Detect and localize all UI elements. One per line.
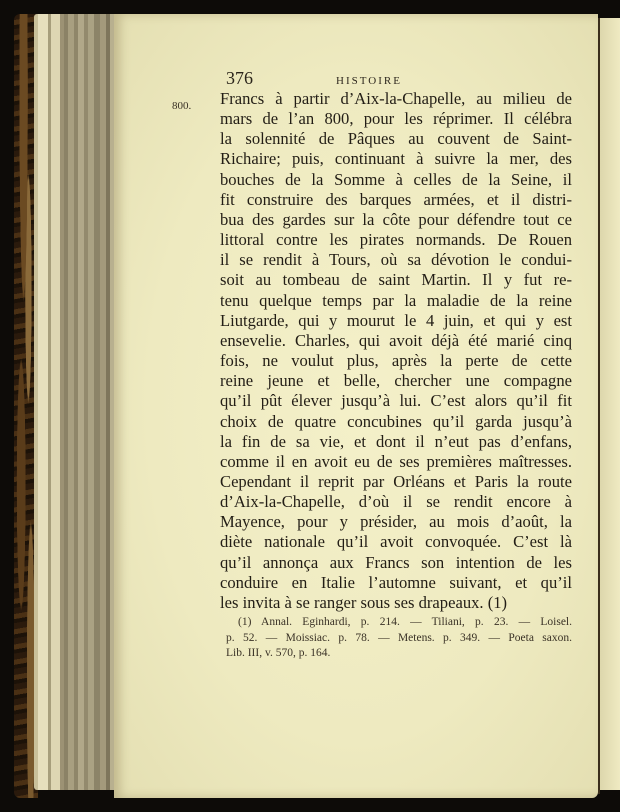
text-line: reine jeune et belle, chercher une compagne (220, 371, 572, 391)
text-line: les invita à se ranger sous ses drapeaux. (1) (220, 592, 508, 612)
text-line: fit construire des barques armées, et il distri- (220, 189, 572, 209)
text-line: Liutgarde, qui y mourut le 4 juin, et qui y est (220, 310, 572, 330)
text-line: ensevelie. Charles, qui avoit déjà été marié cinq (220, 330, 572, 350)
footnote-line: p. 52. — Moissiac. p. 78. — Metens. p. 349. — Poeta saxon. (226, 631, 572, 644)
text-line: Mayence, pour y présider, au mois d’août, la (220, 512, 572, 532)
footnote (226, 615, 572, 662)
text-line: qu’il annonça aux Francs son intention de les (220, 552, 572, 572)
facing-page-edge (600, 18, 620, 790)
text-line: choix de quatre concubines qu’il garda jusqu’à (220, 411, 572, 431)
text-line: la fin de sa vie, et dont il n’eut pas d’enfans, (220, 431, 572, 451)
footnote-line: Lib. III, v. 570, p. 164. (226, 647, 331, 659)
page-edges (34, 14, 114, 790)
text-line: conduire en Italie l’automne suivant, et qu’il (220, 572, 572, 592)
text-line: bouches de la Somme à celles de la Seine, il (220, 169, 572, 189)
text-line: Francs à partir d’Aix-la-Chapelle, au milieu de (220, 89, 572, 108)
text-line: tenu quelque temps par la maladie de la reine (220, 290, 572, 310)
text-line: comme il en avoit eu de ses premières maîtresses. (220, 451, 572, 471)
body-text (220, 89, 572, 613)
text-line: d’Aix-la-Chapelle, d’où il se rendit encore à (220, 492, 572, 512)
running-head: HISTOIRE (336, 75, 402, 87)
page-number: 376 (226, 68, 253, 88)
text-line: soit au tombeau de saint Martin. Il y fut re- (220, 270, 572, 290)
text-line: diète nationale qu’il avoit convoquée. C’est là (220, 532, 572, 552)
text-line: mars de l’an 800, pour les réprimer. Il célébra (220, 109, 572, 129)
text-line: Richaire; puis, continuant à suivre la mer, des (220, 149, 572, 169)
footnote-line: (1) Annal. Eginhardi, p. 214. — Tiliani, p. 23. — Loisel. (238, 616, 572, 628)
text-line: bua des gardes sur la côte pour défendre tout ce (220, 209, 572, 229)
text-line: fois, ne voulut plus, après la perte de cette (220, 351, 572, 371)
text-line: il se rendit à Tours, où sa dévotion le condui- (220, 250, 572, 270)
text-line: Cependant il reprit par Orléans et Paris la route (220, 471, 572, 491)
text-line: qu’il pût élever jusqu’à lui. C’est alors qu’il fit (220, 391, 572, 411)
margin-date: 800. (172, 100, 192, 112)
text-line: littoral contre les pirates normands. De Rouen (220, 230, 572, 250)
text-line: la solennité de Pâques au couvent de Saint- (220, 129, 572, 149)
